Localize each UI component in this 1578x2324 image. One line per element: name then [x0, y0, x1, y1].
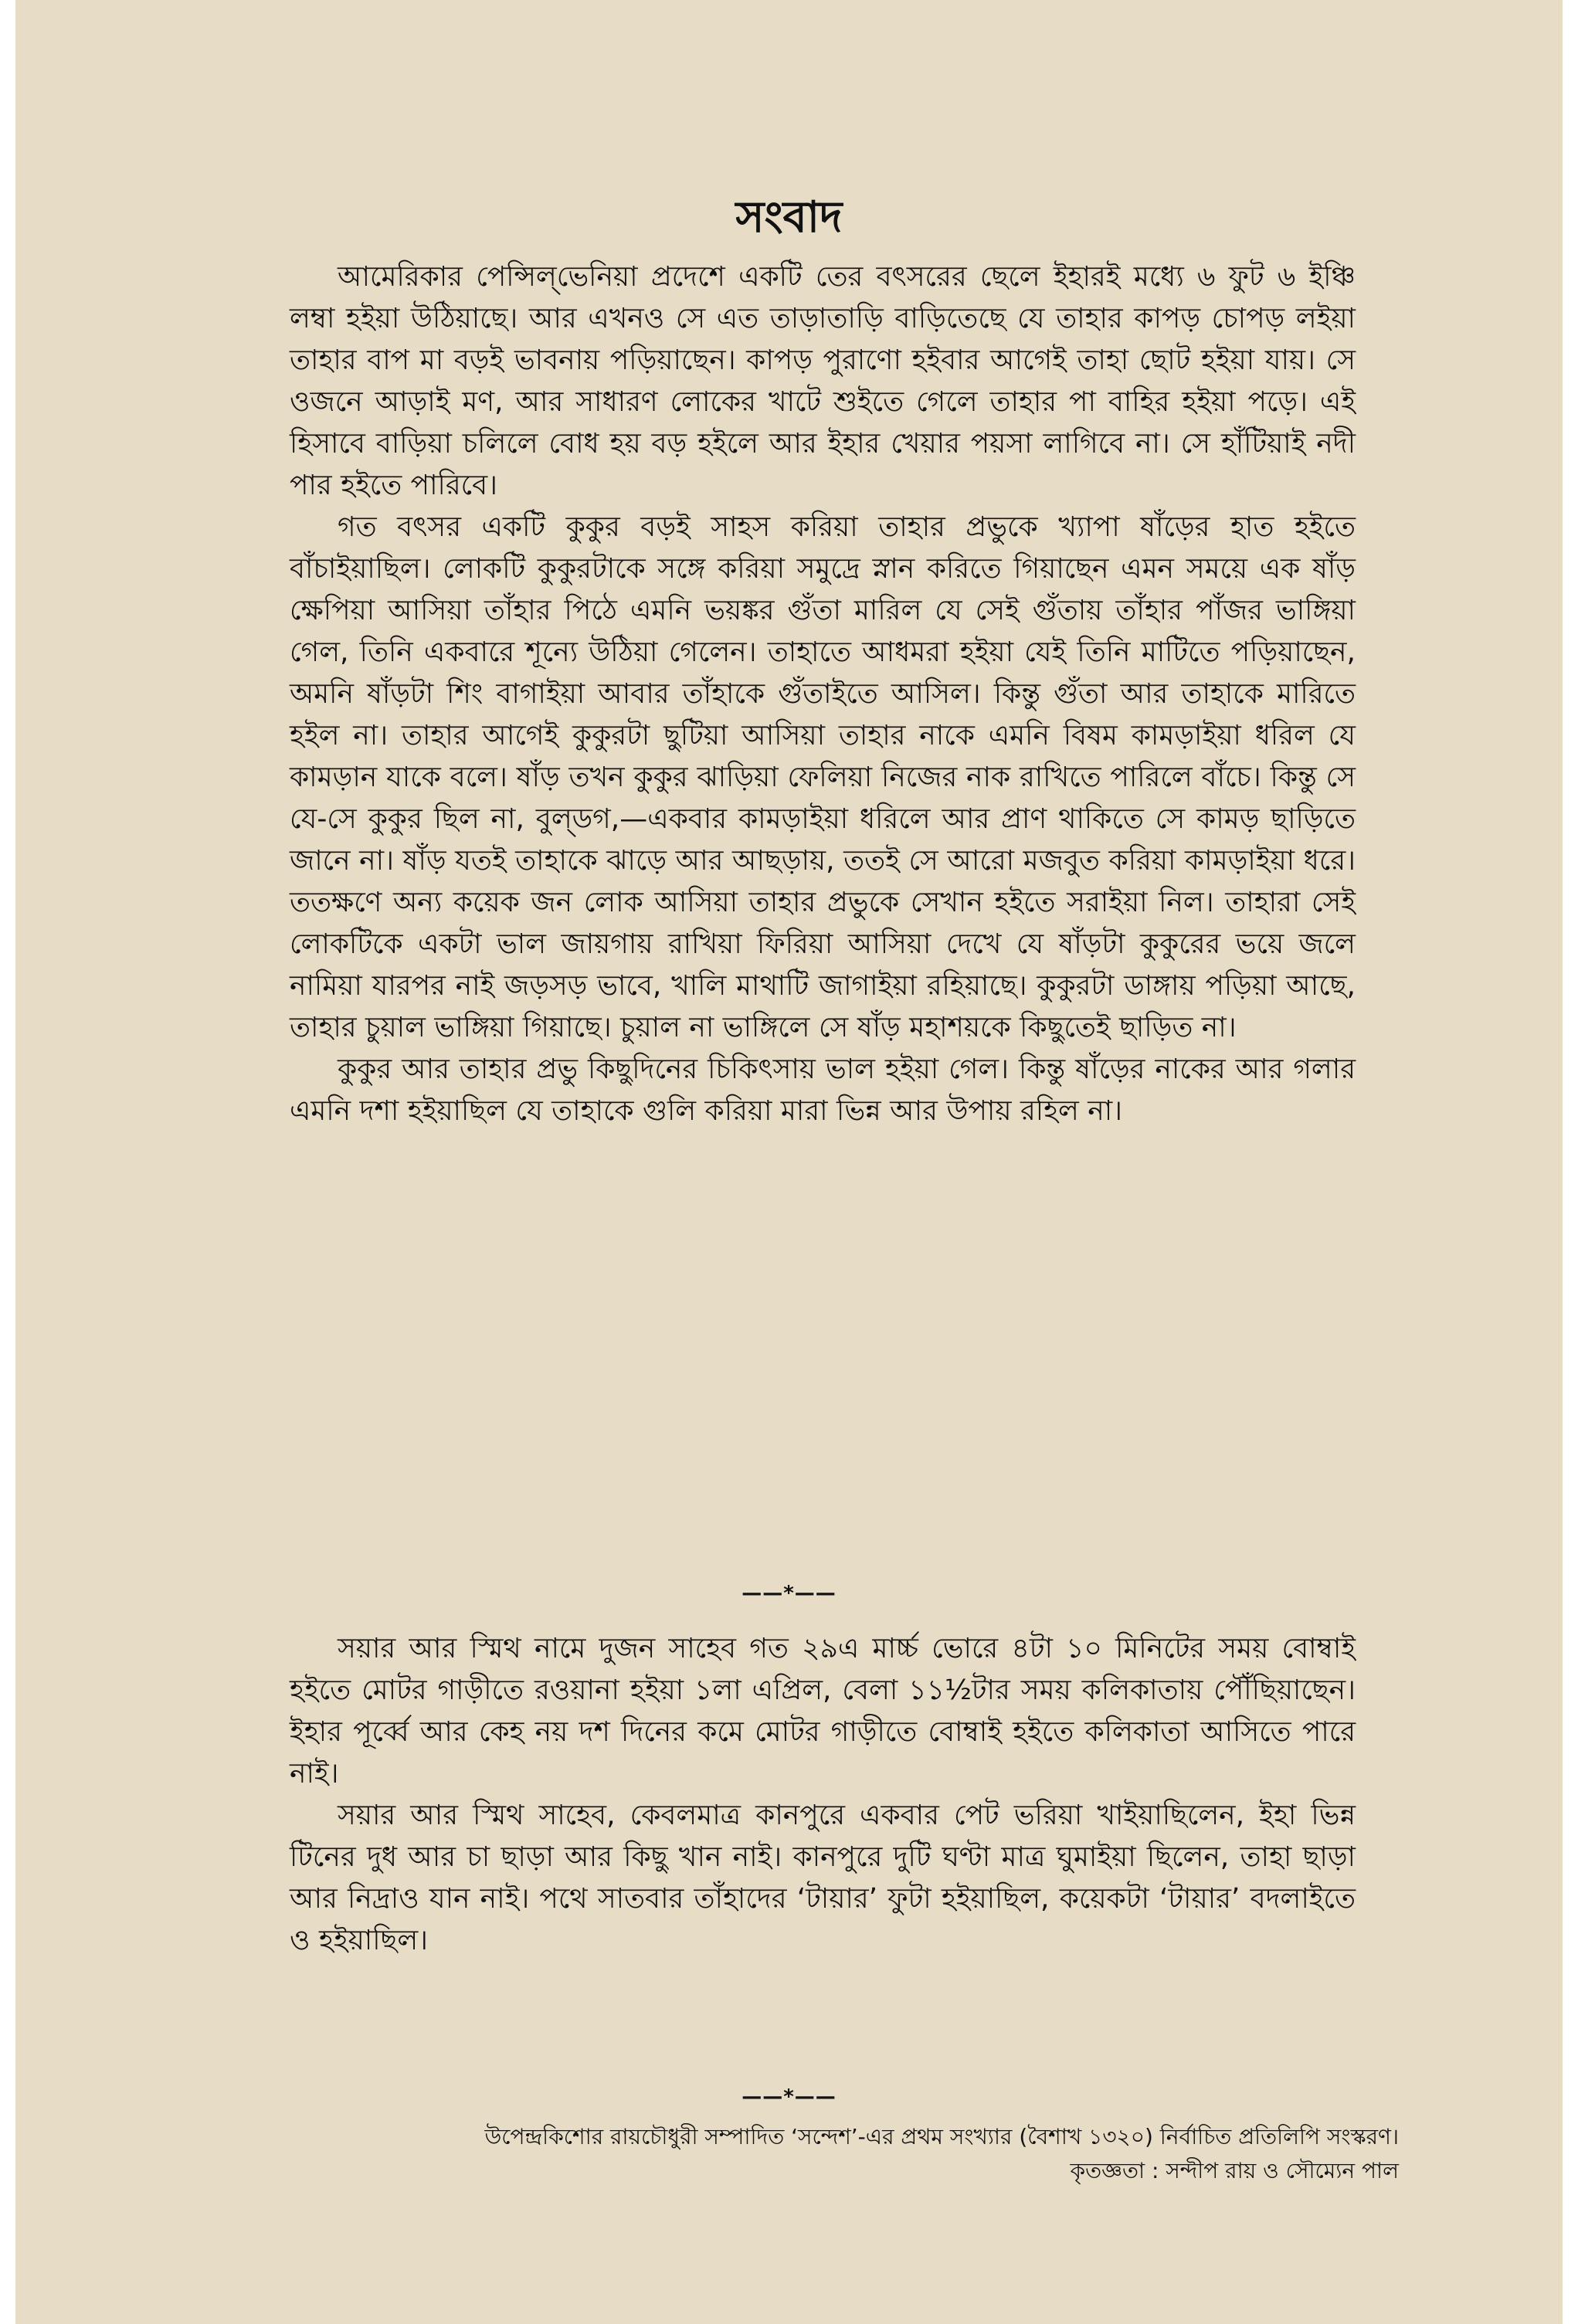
- paragraph: কুকুর আর তাহার প্রভু কিছুদিনের চিকিৎসায় ভাল হইয়া গেল। কিন্তু ষাঁড়ের নাকের আর গলার এমনি দশা হইয়াছিল যে তাহাকে গুলি করিয়া মারা ভিন্ন আর উপায় রহিল না।: [290, 1053, 1356, 1127]
- article-title: সংবাদ: [735, 192, 843, 243]
- page: [15, 0, 1563, 2324]
- section-2: [290, 1628, 1356, 1962]
- credit-line: উপেন্দ্রকিশোর রায়চৌধুরী সম্পাদিত ‘সন্দেশ’-এর প্রথম সংখ্যার (বৈশাখ ১৩২০) নির্বাচিত প্রতিলিপি সংস্করণ।: [484, 2124, 1399, 2149]
- paragraph: গত বৎসর একটি কুকুর বড়ই সাহস করিয়া তাহার প্রভুকে খ্যাপা ষাঁড়ের হাত হইতে বাঁচাইয়াছিল। লোকটি কুকুরটাকে সঙ্গে করিয়া সমুদ্রে স্নান করিতে গিয়াছেন এমন সময়ে এক ষাঁড় ক্ষেপিয়া আসিয়া তাঁহার পিঠে এমনি ভয়ঙ্কর গুঁতা মারিল যে সেই গুঁতায় তাঁহার পাঁজর ভাঙ্গিয়া গেল, তিনি একবারে শূন্যে উঠিয়া গেলেন। তাহাতে আধমরা হইয়া যেই তিনি মাটিতে পড়িয়াছেন, অমনি ষাঁড়টা শিং বাগাইয়া আবার তাঁহাকে গুঁতাইতে আসিল। কিন্তু গুঁতা আর তাহাকে মারিতে হইল না। তাহার আগেই কুকুরটা ছুটিয়া আসিয়া তাহার নাকে এমনি বিষম কামড়াইয়া ধরিল যে কামড়ান যাকে বলে। ষাঁড় তখন কুকুর ঝাড়িয়া ফেলিয়া নিজের নাক রাখিতে পারিলে বাঁচে। কিন্তু সে যে-সে কুকুর ছিল না, বুল্‌ডগ,—একবার কামড়াইয়া ধরিলে আর প্রাণ থাকিতে সে কামড় ছাড়িতে জানে না। ষাঁড় যতই তাহাকে ঝাড়ে আর আছড়ায়, ততই সে আরো মজবুত করিয়া কামড়াইয়া ধরে। ততক্ষণে অন্য কয়েক জন লোক আসিয়া তাহার প্রভুকে সেখান হইতে সরাইয়া নিল। তাহারা সেই লোকটিকে একটা ভাল জায়গায় রাখিয়া ফিরিয়া আসিয়া দেখে যে ষাঁড়টা কুকুরের ভয়ে জলে নামিয়া যারপর নাই জড়সড় ভাবে, খালি মাথাটি জাগাইয়া রহিয়াছে। কুকুরটা ডাঙ্গায় পড়িয়া আছে, তাহার চুয়াল ভাঙ্গিয়া গিয়াছে। চুয়াল না ভাঙ্গিলে সে ষাঁড় মহাশয়কে কিছুতেই ছাড়িত না।: [290, 511, 1356, 1043]
- paragraph: আমেরিকার পেন্সিল্‌ভেনিয়া প্রদেশে একটি তের বৎসরের ছেলে ইহারই মধ্যে ৬ ফুট ৬ ইঞ্চি লম্বা হইয়া উঠিয়াছে। আর এখনও সে এত তাড়াতাড়ি বাড়িতেছে যে তাহার কাপড় চোপড় লইয়া তাহার বাপ মা বড়ই ভাবনায় পড়িয়াছেন। কাপড় পুরাণো হইবার আগেই তাহা ছোট হইয়া যায়। সে ওজনে আড়াই মণ, আর সাধারণ লোকের খাটে শুইতে গেলে তাহার পা বাহির হইয়া পড়ে। এই হিসাবে বাড়িয়া চলিলে বোধ হয় বড় হইলে আর ইহার খেয়ার পয়সা লাগিবে না। সে হাঁটিয়াই নদী পার হইতে পারিবে।: [290, 261, 1356, 501]
- footer: [240, 2120, 1399, 2188]
- paragraph: সয়ার আর স্মিথ নামে দুজন সাহেব গত ২৯এ মার্চ্চ ভোরে ৪টা ১০ মিনিটের সময় বোম্বাই হইতে মোটর গাড়ীতে রওয়ানা হইয়া ১লা এপ্রিল, বেলা ১১½টার সময় কলিকাতায় পৌঁছিয়াছেন। ইহার পূর্ব্বে আর কেহ নয় দশ দিনের কমে মোটর গাড়ীতে বোম্বাই হইতে কলিকাতা আসিতে পারে নাই।: [290, 1633, 1356, 1790]
- acknowledgement: কৃতজ্ঞতা : সন্দীপ রায় ও সৌম্যেন পাল: [1070, 2158, 1399, 2183]
- paragraph: সয়ার আর স্মিথ সাহেব, কেবলমাত্র কানপুরে একবার পেট ভরিয়া খাইয়াছিলেন, ইহা ভিন্ন টিনের দুধ আর চা ছাড়া আর কিছু খান নাই। কানপুরে দুটি ঘণ্টা মাত্র ঘুমাইয়া ছিলেন, তাহা ছাড়া আর নিদ্রাও যান নাই। পথে সাতবার তাঁহাদের ‘টায়ার’ ফুটা হইয়াছিল, কয়েকটা ‘টায়ার’ বদলাইতে ও হইয়াছিল।: [290, 1800, 1356, 1956]
- section-1: [290, 256, 1356, 1132]
- section-separator: ——*——: [741, 2085, 837, 2109]
- section-separator: ——*——: [741, 1582, 837, 1605]
